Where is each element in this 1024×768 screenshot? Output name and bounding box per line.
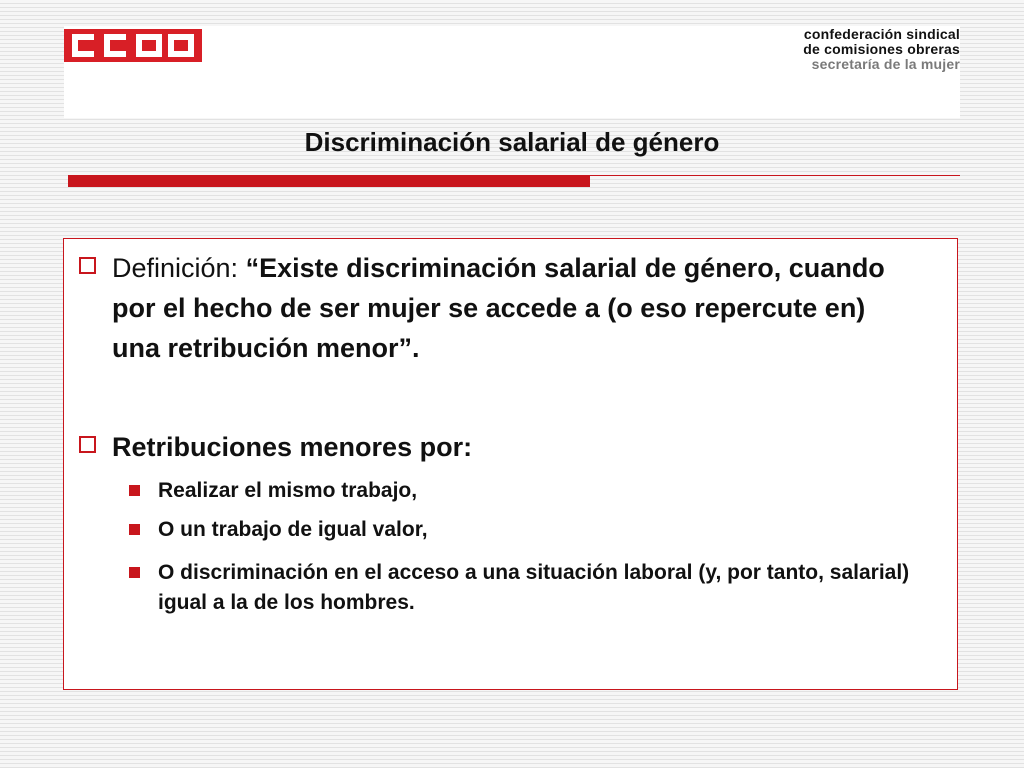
list-item-access-discrimination: O discriminación en el acceso a una situación laboral (y, por tanto, salarial) igual a la de los hombres. — [158, 561, 910, 614]
lower-pay-heading: Retribuciones menores por: — [112, 432, 473, 462]
square-bullet-icon — [129, 524, 140, 535]
org-line-confederation: confederación sindical — [803, 26, 960, 42]
title-underline-rule — [590, 175, 960, 176]
definition-text: “Existe discriminación salarial de género, cuando por el hecho de ser mujer se accede a (o eso repercute en) una retribución menor”. — [112, 253, 885, 363]
definition-paragraph — [112, 248, 912, 368]
definition-label: Definición: — [112, 253, 246, 283]
organization-name — [803, 27, 960, 72]
square-bullet-icon — [129, 567, 140, 578]
ccoo-logo-mark — [64, 29, 202, 62]
checkbox-bullet-icon — [79, 257, 96, 274]
ccoo-logo — [64, 29, 202, 62]
slide-title: Discriminación salarial de género — [304, 127, 720, 157]
org-line-secretariat: secretaría de la mujer — [811, 56, 960, 72]
list-item-equal-value: O un trabajo de igual valor, — [158, 518, 428, 541]
checkbox-bullet-icon — [79, 436, 96, 453]
title-underline-bar — [68, 175, 590, 187]
square-bullet-icon — [129, 485, 140, 496]
list-item-same-work: Realizar el mismo trabajo, — [158, 479, 418, 502]
org-line-commissions: de comisiones obreras — [803, 41, 960, 57]
